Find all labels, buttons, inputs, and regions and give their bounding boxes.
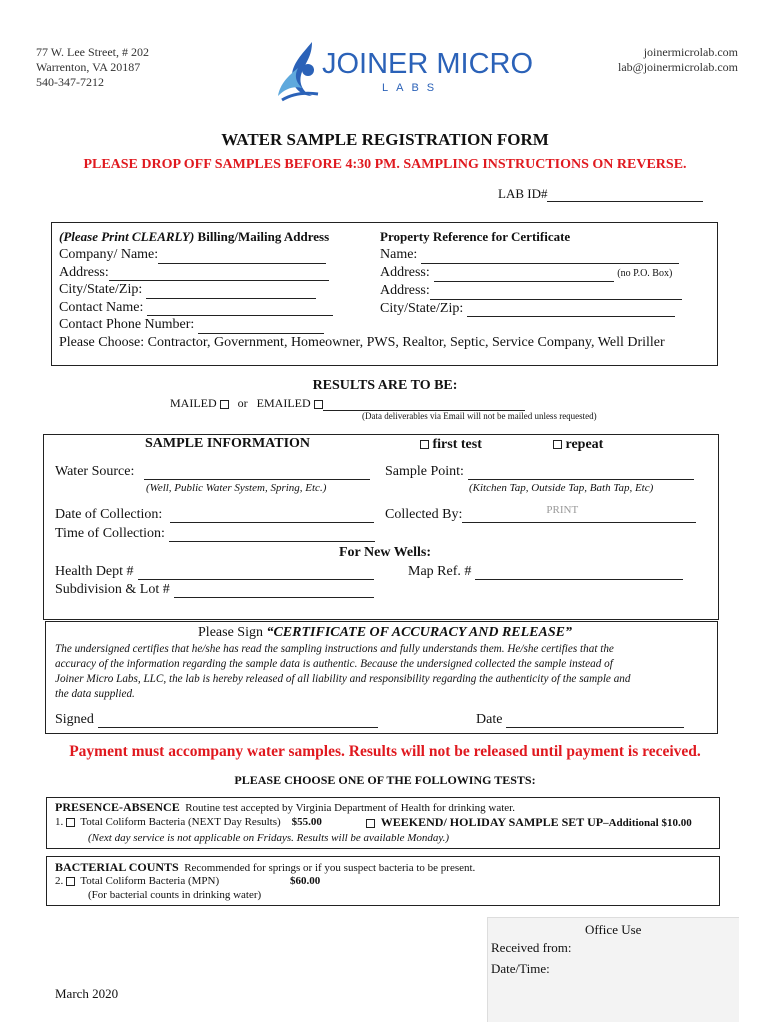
water-source-field[interactable]: [55, 464, 370, 480]
bacterial-heading: BACTERIAL COUNTS: [55, 860, 179, 874]
results-or: or: [237, 396, 248, 410]
billing-address-label: Address:: [59, 264, 109, 280]
property-address2-label: Address:: [380, 283, 430, 298]
lab-id-field: [498, 186, 703, 202]
weekend-checkbox[interactable]: [366, 819, 375, 828]
property-city-field[interactable]: [380, 300, 682, 318]
print-hint: PRINT: [546, 504, 579, 516]
property-heading: Property Reference for Certificate: [380, 229, 571, 244]
form-title: WATER SAMPLE REGISTRATION FORM: [221, 130, 549, 149]
repeat-checkbox[interactable]: [553, 440, 562, 449]
time-collection-line: [169, 541, 375, 542]
billing-heading-text: Billing/Mailing Address: [197, 229, 330, 244]
payment-notice: Payment must accompany water samples. Results will not be released until payment is received.: [69, 743, 701, 760]
property-address-field[interactable]: [380, 264, 682, 283]
certificate-date-label: Date: [476, 712, 503, 727]
emailed-label: EMAILED: [256, 396, 311, 410]
health-dept-label: Health Dept #: [55, 564, 134, 579]
certificate-date-field[interactable]: [476, 712, 684, 728]
contact-phone-field[interactable]: [59, 316, 665, 334]
subdivision-field[interactable]: [55, 582, 374, 598]
first-test-option[interactable]: [420, 437, 482, 453]
property-name-field[interactable]: [380, 246, 682, 264]
new-wells-heading: For New Wells:: [339, 545, 432, 560]
bacterial-test-row[interactable]: [55, 875, 219, 887]
health-dept-line: [138, 579, 374, 580]
weekend-additional-fee: –Additional $10.00: [603, 817, 692, 829]
lab-logo: [272, 38, 534, 104]
collected-by-field[interactable]: [385, 504, 696, 523]
sample-point-line: [468, 479, 694, 480]
mailed-checkbox[interactable]: [220, 400, 229, 409]
date-collection-label: Date of Collection:: [55, 507, 163, 522]
time-collection-field[interactable]: [55, 526, 375, 542]
company-label: Company/ Name:: [59, 247, 159, 262]
certificate-line-1: The undersigned certifies that he/she has read the sampling instructions and fully understands them. He/she certifies that the: [55, 643, 614, 655]
health-dept-field[interactable]: [55, 564, 374, 580]
property-address2-field[interactable]: [380, 282, 682, 300]
results-heading: RESULTS ARE TO BE:: [312, 378, 458, 393]
email-note: (Data deliverables via Email will not be mailed unless requested): [362, 411, 597, 421]
presence-note: (Next day service is not applicable on Fridays. Results will be available Monday.): [88, 832, 450, 844]
presence-heading-row: [55, 800, 515, 815]
office-use-heading: Office Use: [585, 922, 642, 937]
sample-point-hint: (Kitchen Tap, Outside Tap, Bath Tap, Etc): [469, 482, 654, 494]
water-source-line: [144, 479, 370, 480]
time-collection-label: Time of Collection:: [55, 526, 165, 541]
subdivision-label: Subdivision & Lot #: [55, 582, 170, 597]
bacterial-test-price: $60.00: [290, 875, 321, 887]
certificate-date-line: [506, 727, 684, 728]
lab-id-line: [547, 201, 703, 202]
logo-sub-text: LABS: [382, 82, 443, 94]
lab-address: [36, 45, 149, 90]
lab-contact: [618, 45, 738, 75]
client-type-choice: Please Choose: Contractor, Government, Homeowner, PWS, Realtor, Septic, Service Company, Well Driller: [59, 334, 665, 350]
lab-website: joinermicrolab.com: [643, 45, 738, 59]
property-fields: [380, 246, 682, 317]
received-from-label: Received from:: [491, 940, 572, 955]
property-name-label: Name:: [380, 247, 418, 262]
bacterial-test-number: 2.: [55, 875, 64, 887]
mailed-label: MAILED: [170, 396, 217, 410]
map-ref-line: [475, 579, 683, 580]
lab-id-label: LAB ID#: [498, 186, 548, 201]
first-test-label: first test: [432, 437, 482, 452]
signature-line: [98, 727, 378, 728]
contact-name-label: Contact Name:: [59, 299, 144, 315]
certificate-line-2: accuracy of the information regarding the sample data is authentic. Because the undersigned collected the sample instead of: [55, 658, 613, 670]
sample-point-field[interactable]: [385, 464, 694, 480]
presence-test-checkbox[interactable]: [66, 818, 75, 827]
water-source-hint: (Well, Public Water System, Spring, Etc.): [146, 482, 327, 494]
bacterial-heading-row: [55, 860, 475, 875]
please-sign-label: Please Sign: [198, 625, 263, 640]
bacterial-note: (For bacterial counts in drinking water): [88, 889, 262, 901]
presence-description: Routine test accepted by Virginia Department of Health for drinking water.: [185, 802, 515, 814]
subdivision-line: [174, 597, 374, 598]
certificate-line-4: the data supplied.: [55, 688, 135, 700]
presence-heading: PRESENCE-ABSENCE: [55, 800, 180, 814]
results-options: [170, 396, 525, 411]
date-collection-field[interactable]: [55, 507, 374, 523]
weekend-label: WEEKEND/ HOLIDAY SAMPLE SET UP: [380, 815, 604, 829]
collected-by-line: [462, 504, 696, 523]
sample-info-heading: SAMPLE INFORMATION: [145, 436, 311, 451]
presence-test-name: Total Coliform Bacteria (NEXT Day Results): [80, 816, 281, 828]
drop-off-notice: PLEASE DROP OFF SAMPLES BEFORE 4:30 PM. SAMPLING INSTRUCTIONS ON REVERSE.: [83, 157, 687, 172]
weekend-option[interactable]: [366, 815, 692, 830]
bacterial-description: Recommended for springs or if you suspect bacteria to be present.: [184, 862, 476, 874]
logo-main-text: JOINER MICRO: [322, 48, 534, 80]
signature-field[interactable]: [55, 712, 378, 728]
bacterial-test-name: Total Coliform Bacteria (MPN): [80, 875, 220, 887]
water-source-label: Water Source:: [55, 464, 135, 479]
presence-test-number: 1.: [55, 816, 64, 828]
print-clearly-note: (Please Print CLEARLY): [59, 229, 195, 244]
signed-label: Signed: [55, 712, 94, 727]
certificate-heading: [0, 625, 770, 641]
repeat-option[interactable]: [553, 437, 603, 453]
lab-phone: 540-347-7212: [36, 75, 104, 89]
no-po-box-note: (no P.O. Box): [617, 267, 673, 279]
certificate-title: “CERTIFICATE OF ACCURACY AND RELEASE”: [266, 625, 572, 640]
certificate-line-3: Joiner Micro Labs, LLC, the lab is hereby released of all liability and responsibility regarding the authenticity of the sample and: [55, 673, 631, 685]
date-time-label: Date/Time:: [491, 961, 550, 976]
revision-date: March 2020: [55, 986, 119, 1001]
date-collection-line: [170, 522, 374, 523]
certificate-body: [55, 642, 630, 702]
presence-test-price: $55.00: [291, 816, 322, 828]
address-line-2: Warrenton, VA 20187: [36, 60, 141, 74]
property-city-label: City/State/Zip:: [380, 300, 464, 316]
first-test-checkbox[interactable]: [420, 440, 429, 449]
lab-email: lab@joinermicrolab.com: [617, 60, 738, 74]
repeat-label: repeat: [565, 437, 604, 452]
presence-test-row[interactable]: [55, 816, 322, 828]
address-line-1: 77 W. Lee Street, # 202: [36, 45, 149, 59]
map-ref-label: Map Ref. #: [408, 564, 472, 579]
contact-phone-label: Contact Phone Number:: [59, 317, 195, 332]
emailed-checkbox[interactable]: [314, 400, 323, 409]
sample-point-label: Sample Point:: [385, 464, 464, 479]
collected-by-label: Collected By:: [385, 507, 463, 522]
billing-heading: [59, 229, 329, 245]
map-ref-field[interactable]: [408, 564, 683, 580]
property-city-line: [467, 316, 675, 317]
billing-city-label: City/State/Zip:: [59, 282, 143, 297]
bacterial-test-checkbox[interactable]: [66, 877, 75, 886]
property-address-label: Address:: [380, 264, 430, 280]
choose-tests-heading: PLEASE CHOOSE ONE OF THE FOLLOWING TESTS:: [234, 773, 536, 787]
